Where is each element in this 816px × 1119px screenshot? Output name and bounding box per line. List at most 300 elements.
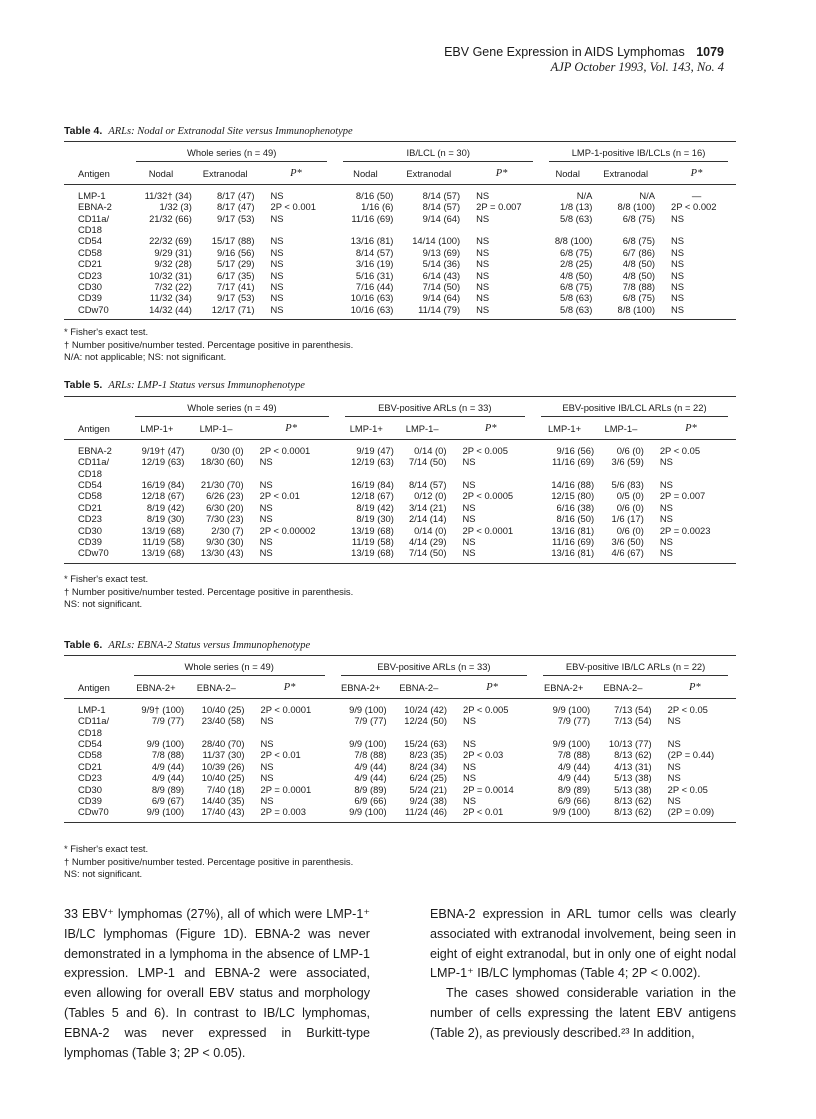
table-cell: 1/16 (6) [361,201,394,213]
table-cell: 8/14 (57) [422,201,461,213]
table-cell: 10/32 (31) [149,269,192,281]
column-header: Nodal [335,165,395,184]
antigen-cell: CD58 [78,749,102,761]
table-cell: NS [462,456,476,468]
column-group-spacer [64,397,127,421]
table-cell: NS [476,189,490,201]
table-cell: NS [671,258,685,270]
antigen-cell: CD18 [78,726,102,738]
column-header: Antigen [64,420,127,439]
table-cell: 4/9 (44) [354,760,387,772]
table-cell: 16/19 (84) [141,479,185,491]
table-cell: 8/16 (50) [355,189,394,201]
table-cell: 5/24 (21) [409,783,448,795]
table-cell: 8/9 (89) [151,783,185,795]
column-group-label: Whole series (n = 49) [135,402,328,417]
table-cell: 2P < 0.00002 [259,524,316,536]
table-cell: 14/32 (44) [128,304,194,320]
table-cell [333,727,389,738]
table-row [64,490,736,501]
table-cell: 10/39 (26) [201,760,245,772]
table-cell: 11/16 (69) [552,536,595,548]
table-cell [657,224,736,235]
table-cell: 12/19 (63) [141,456,185,468]
body-paragraph: The cases showed considerable variation in the number of cells expressing the latent EBV antigens (Table 2), as previously described.²³ In addition, [430,986,736,1040]
table-cell [337,468,396,479]
table-row [64,806,736,822]
table-cell: NS [667,760,681,772]
antigen-cell: CD30 [78,783,102,795]
table-cell: NS [270,246,284,258]
table4-title [64,125,353,137]
table-cell: NS [671,281,685,293]
running-header [444,44,724,75]
table-cell: 9/32 (28) [154,258,192,270]
table-cell: NS [270,235,284,247]
column-group-label: EBV-positive ARLs (n = 33) [341,661,528,676]
table-cell: 9/9 (100) [349,738,387,750]
table-cell [127,468,186,479]
table-row [64,224,736,235]
table-cell [395,224,462,235]
table-cell: 5/8 (63) [560,212,593,224]
column-group-label: IB/LCL (n = 30) [343,147,533,162]
footnote: † Number positive/number tested. Percentage positive in parenthesis. [64,855,354,867]
table-cell: NS [671,269,685,281]
table-cell [128,224,194,235]
table-cell: 9/14 (64) [422,292,461,304]
column-header: Antigen [64,679,126,698]
table-cell: 6/8 (75) [622,292,656,304]
table-cell: 2/8 (25) [560,258,593,270]
column-group-label: EBV-positive IB/LC ARLs (n = 22) [543,661,728,676]
table-cell: 13/19 (68) [141,524,185,536]
footnote: † Number positive/number tested. Percentage positive in parenthesis. [64,585,354,597]
table-cell: NS [659,456,673,468]
table-cell: NS [659,501,673,513]
table-cell: 7/17 (41) [217,281,255,293]
table-cell: 6/8 (75) [560,281,593,293]
table-cell: 0/14 (0) [414,444,447,456]
antigen-cell: CD54 [78,235,102,247]
table-cell: 4/9 (44) [354,772,387,784]
footnote: * Fisher's exact test. [64,573,149,584]
table-cell: 6/9 (66) [557,795,591,807]
table-cell: NS [476,292,490,304]
table-cell: 4/8 (50) [622,269,656,281]
table-cell: 13/19 (68) [337,547,396,563]
table-cell: 2P = 0.0023 [659,524,711,536]
table-row [64,213,736,224]
table-row [64,201,736,212]
table-cell: 8/13 (62) [592,806,654,822]
table-row [64,439,736,456]
table-cell: 0/6 (0) [616,444,644,456]
table-cell: 8/19 (30) [356,513,394,525]
table-cell: 4/13 (31) [614,760,652,772]
table-cell: 13/16 (81) [350,235,394,247]
table-cell: NS [463,795,477,807]
table-cell: 13/30 (43) [186,547,245,563]
table-cell: NS [476,281,490,293]
column-group-label: EBV-positive ARLs (n = 33) [345,402,525,417]
table-cell: 17/40 (43) [186,806,246,822]
table-row [64,547,736,563]
table-cell: NS [257,304,336,320]
table-cell: 9/9 (100) [126,806,186,822]
table-cell: 12/18 (67) [351,490,394,502]
column-group-label: Whole series (n = 49) [134,661,325,676]
table-cell: 2P < 0.03 [463,749,504,761]
footnote: * Fisher's exact test. [64,326,149,337]
table6-title [64,639,310,651]
table-cell: 22/32 (69) [149,235,192,247]
table-cell: 1/8 (13) [560,201,593,213]
table-row [64,502,736,513]
table-row [64,715,736,726]
table-cell [594,224,657,235]
table-cell: NS [259,501,273,513]
table-cell [257,224,336,235]
footnote: † Number positive/number tested. Percentage positive in parenthesis. [64,338,354,350]
table-cell: 8/14 (57) [355,246,394,258]
table-cell: NS [671,246,685,258]
table-cell: 15/17 (88) [211,235,255,247]
table-row [64,468,736,479]
table4-label: Table 4. [64,125,103,137]
column-group-header [128,142,335,166]
table-cell: 7/14 (50) [422,281,461,293]
table-cell: NS [448,547,532,563]
table-cell: 9/17 (53) [217,292,255,304]
table-cell: 0/6 (0) [616,501,644,513]
table-cell: 2P = 0.007 [659,490,706,502]
table-cell: 8/13 (62) [614,749,652,761]
table-cell: 10/40 (25) [201,772,245,784]
table-cell: 8/13 (62) [614,795,652,807]
table-cell: 10/40 (25) [201,703,245,715]
table-cell: NS [259,456,273,468]
antigen-cell: CDw70 [64,304,128,320]
table-cell: NS [667,715,681,727]
table-cell: 9/16 (56) [217,246,255,258]
table-cell: 6/26 (23) [206,490,244,502]
column-group-header [126,656,333,680]
table-cell: 6/24 (25) [409,772,448,784]
antigen-cell: CD21 [78,258,102,270]
table-cell: NS [462,304,541,320]
table-cell: 2P < 0.01 [259,490,300,502]
antigen-cell: EBNA-2 [78,444,112,456]
table-cell: 11/37 (30) [202,749,245,761]
antigen-cell: CD11a/ [78,456,110,468]
table-cell: 9/19 (47) [356,444,394,456]
table-cell: NS [476,258,490,270]
table-cell: 10/16 (63) [350,292,394,304]
table-row [64,698,736,715]
table-cell: 0/12 (0) [414,490,447,502]
table-cell: NS [260,772,274,784]
table-cell: 7/40 (18) [207,783,245,795]
table-cell: 2P < 0.05 [667,703,708,715]
table-cell: 2P < 0.01 [449,806,535,822]
table-cell: 7/13 (54) [614,703,652,715]
table-cell: NS [476,212,490,224]
table-cell: 11/16 (69) [552,456,595,468]
table-cell: NS [463,760,477,772]
table-cell: 6/17 (35) [217,269,255,281]
table-cell [194,224,257,235]
table-cell: 9/9 (100) [349,703,387,715]
column-group-header [333,656,536,680]
table-cell: NS [667,795,681,807]
antigen-cell: CD54 [78,738,102,750]
table-cell: 6/9 (66) [354,795,387,807]
table-cell: NS [659,513,673,525]
table-cell: NS [260,795,274,807]
table-cell: 9/9 (100) [552,703,591,715]
table-cell: 12/15 (80) [551,490,595,502]
table-row [64,304,736,320]
table-cell: NS [259,479,273,491]
table-cell: NS [476,235,490,247]
table4 [64,141,736,320]
table-row [64,513,736,524]
table-cell: 9/19† (47) [141,444,185,456]
column-group-spacer [64,656,126,680]
table-cell: 2/14 (14) [408,513,447,525]
antigen-cell: CD54 [78,479,102,491]
table-cell: N/A [639,189,656,201]
column-group-label: Whole series (n = 49) [136,147,327,162]
column-header: P* [657,165,736,184]
running-title: EBV Gene Expression in AIDS Lymphomas [444,45,685,59]
table-cell: 8/8 (100) [594,304,657,320]
column-header: Extranodal [395,165,462,184]
table-cell: NS [260,715,274,727]
table-cell: 9/17 (53) [217,212,255,224]
column-group-spacer [64,142,128,166]
footnote: N/A: not applicable; NS: not significant. [64,351,227,362]
table-cell: 9/24 (38) [409,795,448,807]
table-cell: 7/16 (44) [355,281,394,293]
column-header: Antigen [64,165,128,184]
table-cell: NS [270,281,284,293]
table-row [64,235,736,246]
table-cell: 7/8 (88) [354,749,387,761]
table6 [64,655,736,823]
column-header: EBNA-2– [389,679,449,698]
table-cell: N/A [576,189,593,201]
table-cell: 4/8 (50) [560,269,593,281]
table-cell: 8/19 (30) [146,513,185,525]
table-cell: 23/40 (58) [201,715,245,727]
table-cell: 4/9 (44) [151,760,185,772]
table-cell: 14/14 (100) [412,235,461,247]
column-group-header [335,142,541,166]
table-cell [596,468,646,479]
column-header: LMP-1– [186,420,245,439]
table-cell: 7/14 (50) [396,547,449,563]
column-header: P* [654,679,736,698]
table-cell: NS [260,738,274,750]
table-cell: 4/9 (44) [557,772,591,784]
journal-line: AJP October 1993, Vol. 143, No. 4 [550,60,724,74]
table-cell: 1/32 (3) [159,201,192,213]
table-cell: 2P < 0.0005 [462,490,514,502]
table-row [64,749,736,760]
table-cell: 2P < 0.005 [463,703,509,715]
table-cell: 12/17 (71) [194,304,257,320]
table-cell [396,468,449,479]
table-cell: 3/6 (59) [611,456,644,468]
table-row [64,772,736,783]
table-cell: 11/32 (34) [149,292,192,304]
table-cell: 8/17 (47) [217,189,255,201]
table-cell: 2P = 0.0014 [463,783,514,795]
table-cell: NS [246,547,337,563]
table-cell: 10/13 (77) [608,738,652,750]
column-header: LMP-1– [596,420,646,439]
table-cell: 8/9 (89) [354,783,387,795]
table-cell: (2P = 0.44) [667,749,715,761]
table5-label: Table 5. [64,379,103,391]
table-cell: 0/6 (0) [616,524,644,536]
table-cell: NS [259,513,273,525]
table-cell [541,224,594,235]
table-cell [654,727,736,738]
table-cell: 6/7 (86) [622,246,656,258]
table-cell: 2P < 0.0001 [260,703,312,715]
table-cell: 2P < 0.0001 [462,524,514,536]
table5-title [64,379,305,391]
table-cell: 3/14 (21) [408,501,447,513]
table-cell: 4/14 (29) [408,536,447,548]
table-cell [533,468,596,479]
table-cell: 8/14 (57) [422,189,461,201]
table-cell [335,224,395,235]
table-row [64,456,736,467]
table-cell: NS [671,212,685,224]
table-cell: 6/30 (20) [206,501,244,513]
table-cell: NS [270,212,284,224]
antigen-cell: CD18 [78,467,102,479]
table-cell: 7/9 (77) [151,715,185,727]
table-row [64,536,736,547]
table-cell [646,468,736,479]
table-cell: 12/18 (67) [141,490,185,502]
table-cell [186,468,245,479]
table-cell: 8/24 (34) [409,760,448,772]
table-cell: 11/16 (69) [351,212,394,224]
table-cell: 12/24 (50) [404,715,448,727]
table-cell: 6/8 (75) [622,235,656,247]
table-cell: (2P = 0.09) [654,806,736,822]
table-cell: 7/9 (77) [354,715,387,727]
table-cell: 7/8 (88) [151,749,185,761]
table-cell: 5/8 (63) [560,292,593,304]
table-cell [389,727,449,738]
table-cell: 13/16 (81) [533,547,596,563]
column-header: LMP-1+ [127,420,186,439]
table-cell: 0/5 (0) [616,490,644,502]
antigen-cell: EBNA-2 [78,201,112,213]
table-cell: 9/29 (31) [154,246,192,258]
table-cell: 2P < 0.05 [659,444,701,456]
table-cell: NS [659,479,673,491]
table-cell: NS [671,292,685,304]
table-cell: NS [270,269,284,281]
table-cell: 9/9 (100) [146,738,185,750]
column-header: EBNA-2+ [333,679,389,698]
antigen-cell: CD58 [78,490,102,502]
table-row [64,738,736,749]
column-header: EBNA-2– [592,679,654,698]
column-header: EBNA-2+ [535,679,592,698]
table-cell: 5/8 (63) [541,304,594,320]
table-cell: 0/14 (0) [414,524,447,536]
table-cell: 7/8 (88) [557,749,591,761]
table-row [64,761,736,772]
antigen-cell: CD39 [78,536,102,548]
table-cell: 5/13 (38) [614,772,652,784]
table-cell: 8/23 (35) [409,749,448,761]
footnote: * Fisher's exact test. [64,843,149,854]
column-header: P* [247,679,333,698]
antigen-cell: CD21 [78,501,102,513]
table-cell: 18/30 (60) [200,456,244,468]
body-paragraph: 33 EBV⁺ lymphomas (27%), all of which were LMP-1⁺ IB/LC lymphomas (Figure 1D). EBNA-2 was never demonstrated in a lymphoma in the absence of LMP-1 expression. LMP-1 and EBNA-2 were associated, even allowing for overall EBV status and morphology (Tables 5 and 6). In contrast to IB/LC lymphomas, EBNA-2 was never expressed in Burkitt-type lymphomas (Table 3; 2P < 0.05). [64,907,370,1060]
table-cell: 12/19 (63) [351,456,394,468]
table-cell: 7/32 (22) [154,281,192,293]
column-header: Extranodal [194,165,257,184]
table-cell: NS [462,513,476,525]
table-cell: 11/19 (58) [351,536,394,548]
table-cell: 9/13 (69) [422,246,461,258]
column-header: Extranodal [594,165,657,184]
table-cell: 8/8 (100) [554,235,593,247]
table-cell: 21/30 (70) [200,479,244,491]
table-cell: NS [671,235,685,247]
table-cell: 8/16 (50) [556,513,595,525]
antigen-cell: CD18 [78,224,102,236]
table-cell: 9/9 (100) [535,806,592,822]
body-paragraph: EBNA-2 expression in ARL tumor cells was clearly associated with extranodal involvement, being seen in eight of eight extranodal, but in only one of eight nodal LMP-1⁺ IB/LC lymphomas (Table 4; 2P < 0.002). [430,907,736,981]
table-cell: 3/6 (50) [611,536,644,548]
column-header: Nodal [128,165,194,184]
table4-caption: ARLs: Nodal or Extranodal Site versus Immunophenotype [108,126,353,137]
table-cell: 9/9 (100) [333,806,389,822]
table-cell: 4/9 (44) [151,772,185,784]
table-cell: 11/32† (34) [144,189,192,201]
table-cell: 9/16 (56) [556,444,595,456]
table-cell: NS [667,738,681,750]
table-cell: NS [657,304,736,320]
table-cell: NS [476,246,490,258]
column-group-label: EBV-positive IB/LCL ARLs (n = 22) [541,402,728,417]
table-cell: 6/8 (75) [560,246,593,258]
column-header: LMP-1– [396,420,449,439]
table-cell: 9/9 (100) [552,738,591,750]
antigen-cell: CD39 [78,292,102,304]
table-cell: NS [270,189,284,201]
table-cell: 5/17 (29) [217,258,255,270]
table-cell: 13/19 (68) [351,524,394,536]
table6-footnotes [64,843,353,881]
table-cell: NS [463,772,477,784]
table-row [64,184,736,201]
table4-footnotes [64,326,353,364]
